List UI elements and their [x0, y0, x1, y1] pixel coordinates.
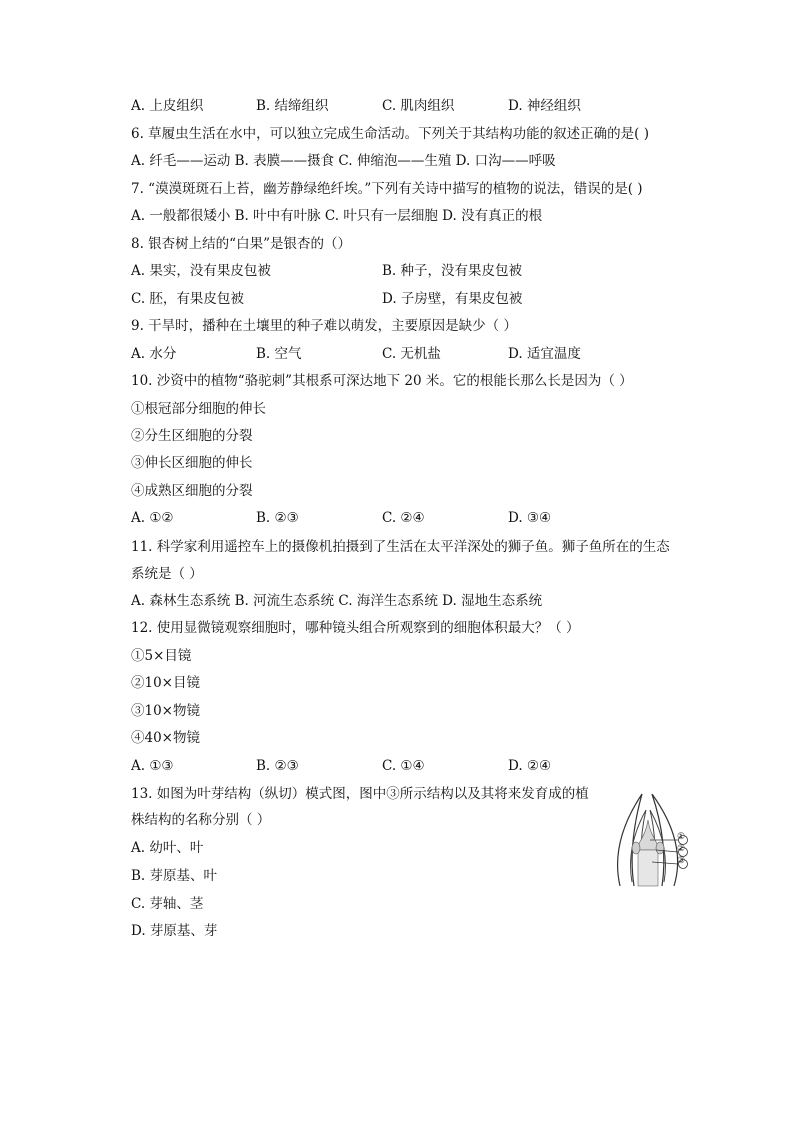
q10-stem: 10. 沙资中的植物“骆驼刺”其根系可深达地下 20 米。它的根能长那么长是因为（ ）: [131, 373, 633, 389]
q10-item-2: ②分生区细胞的分裂: [131, 428, 253, 444]
q6-options: A. 纤毛——运动 B. 表膜——摄食 C. 伸缩泡——生殖 D. 口沟——呼吸: [131, 153, 556, 169]
q13-stem-line2: 株结构的名称分别（ ）: [131, 812, 271, 828]
q10-item-3: ③伸长区细胞的伸长: [131, 455, 253, 471]
figure-label-3: ③: [677, 856, 686, 866]
q11-options: A. 森林生态系统 B. 河流生态系统 C. 海洋生态系统 D. 湿地生态系统: [131, 593, 543, 609]
q9-option-a: A. 水分: [131, 346, 177, 362]
q8-option-d: D. 子房壁，有果皮包被: [382, 291, 523, 307]
q12-item-4: ④40×物镜: [131, 730, 200, 746]
q10-item-1: ①根冠部分细胞的伸长: [131, 401, 266, 417]
q9-option-d: D. 适宜温度: [508, 346, 581, 362]
q5-option-b: B. 结缔组织: [256, 98, 329, 114]
q10-option-c: C. ②④: [382, 510, 425, 526]
q8-option-a: A. 果实，没有果皮包被: [131, 263, 271, 279]
q9-option-c: C. 无机盐: [382, 346, 441, 362]
leaf-bud-drawing: [612, 790, 700, 890]
leaf-bud-diagram: [612, 790, 700, 890]
q11-stem-line2: 系统是（ ）: [131, 566, 203, 582]
q11-stem-line1: 11. 科学家利用遥控车上的摄像机拍摄到了生活在太平洋深处的狮子鱼。狮子鱼所在的生态: [131, 539, 670, 555]
figure-label-2: ②: [677, 844, 686, 854]
q13-option-b: B. 芽原基、叶: [131, 868, 218, 884]
q9-stem: 9. 干旱时，播种在土壤里的种子难以萌发，主要原因是缺少（ ）: [131, 318, 517, 334]
q13-stem-line1: 13. 如图为叶芽结构（纵切）模式图，图中③所示结构以及其将来发育成的植: [131, 786, 589, 802]
q12-item-2: ②10×目镜: [131, 675, 200, 691]
q6-stem: 6. 草履虫生活在水中，可以独立完成生命活动。下列关于其结构功能的叙述正确的是( ): [131, 126, 649, 142]
q12-option-a: A. ①③: [131, 758, 174, 774]
q5-option-c: C. 肌肉组织: [382, 98, 455, 114]
q5-option-d: D. 神经组织: [508, 98, 581, 114]
q10-option-d: D. ③④: [508, 510, 552, 526]
q9-option-b: B. 空气: [256, 346, 302, 362]
figure-label-1: ①: [677, 832, 686, 842]
q8-option-c: C. 胚，有果皮包被: [131, 291, 244, 307]
q13-option-c: C. 芽轴、茎: [131, 896, 204, 912]
q13-option-a: A. 幼叶、叶: [131, 840, 204, 856]
q8-stem: 8. 银杏树上结的“白果”是银杏的（）: [131, 236, 351, 252]
q12-option-c: C. ①④: [382, 758, 425, 774]
q10-option-a: A. ①②: [131, 510, 174, 526]
q12-option-d: D. ②④: [508, 758, 552, 774]
q13-option-d: D. 芽原基、芽: [131, 923, 218, 939]
q12-option-b: B. ②③: [256, 758, 299, 774]
q7-options: A. 一般都很矮小 B. 叶中有叶脉 C. 叶只有一层细胞 D. 没有真正的根: [131, 208, 543, 224]
q10-option-b: B. ②③: [256, 510, 299, 526]
q10-item-4: ④成熟区细胞的分裂: [131, 483, 253, 499]
q12-item-3: ③10×物镜: [131, 703, 200, 719]
q8-option-b: B. 种子，没有果皮包被: [382, 263, 523, 279]
q12-item-1: ①5×目镜: [131, 648, 192, 664]
q5-option-a: A. 上皮组织: [131, 98, 204, 114]
q7-stem: 7. “漠漠斑斑石上苔，幽芳静绿绝纤埃。”下列有关诗中描写的植物的说法，错误的是( ): [131, 181, 643, 197]
q12-stem: 12. 使用显微镜观察细胞时，哪种镜头组合所观察到的细胞体积最大？（ ）: [131, 620, 580, 636]
